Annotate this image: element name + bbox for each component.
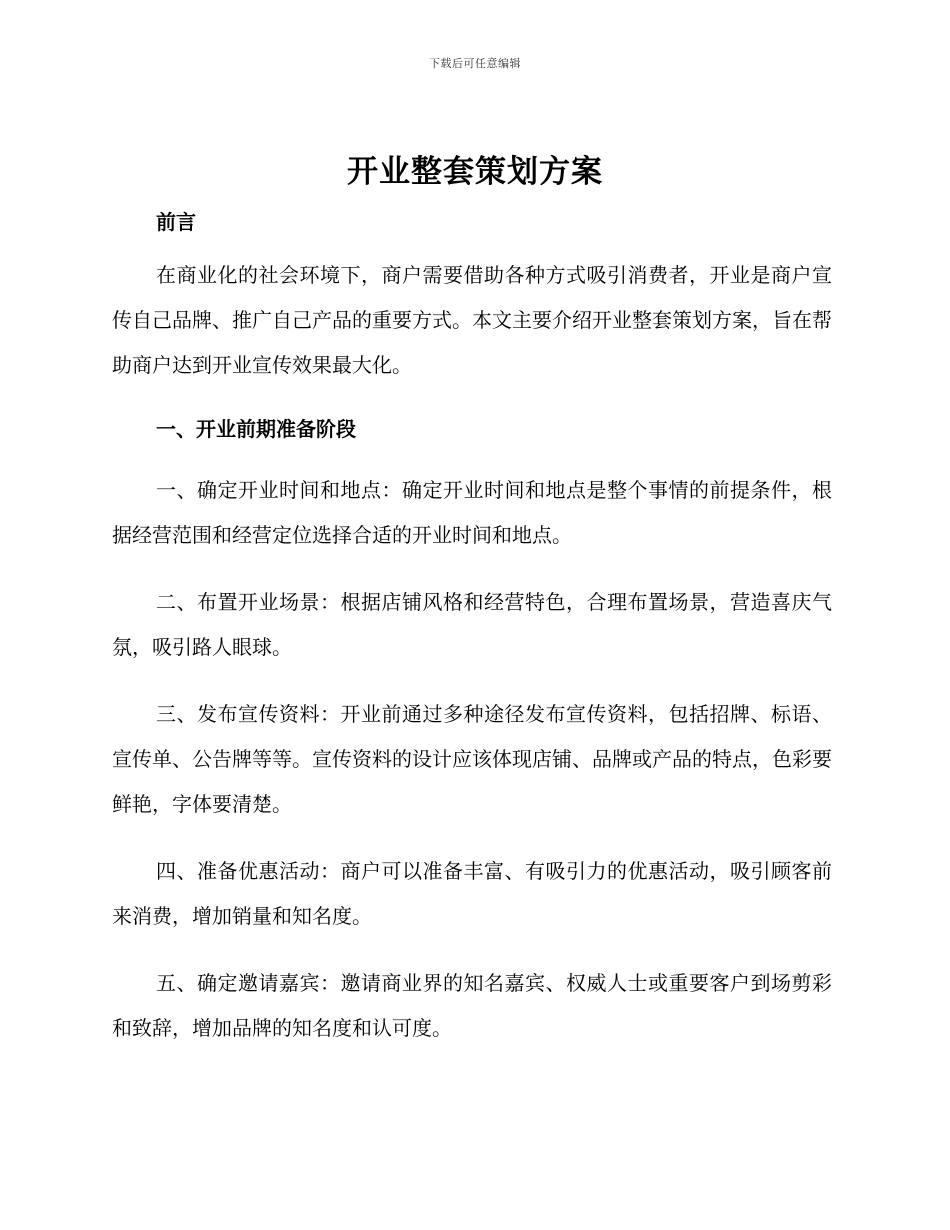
- preface-heading: 前言: [156, 210, 196, 234]
- list-item: 二、布置开业场景：根据店铺风格和经营特色，合理布置场景，营造喜庆气氛，吸引路人眼球。: [112, 590, 832, 659]
- list-item: 三、发布宣传资料：开业前通过多种途径发布宣传资料，包括招牌、标语、宣传单、公告牌等等。宣传资料的设计应该体现店铺、品牌或产品的特点，色彩要鲜艳，字体要清楚。: [112, 702, 832, 816]
- document-title: 开业整套策划方案: [347, 154, 603, 190]
- list-item: 一、确定开业时间和地点：确定开业时间和地点是整个事情的前提条件，根据经营范围和经营定位选择合适的开业时间和地点。: [112, 478, 832, 547]
- preface-paragraph: 在商业化的社会环境下，商户需要借助各种方式吸引消费者，开业是商户宣传自己品牌、推广自己产品的重要方式。本文主要介绍开业整套策划方案，旨在帮助商户达到开业宣传效果最大化。: [112, 263, 832, 377]
- document-body: [112, 205, 832, 1051]
- section-heading: 一、开业前期准备阶段: [156, 417, 356, 441]
- header-note: 下载后可任意编辑: [429, 57, 521, 70]
- list-item: 五、确定邀请嘉宾：邀请商业界的知名嘉宾、权威人士或重要客户到场剪彩和致辞，增加品牌的知名度和认可度。: [112, 971, 832, 1040]
- list-item: 四、准备优惠活动：商户可以准备丰富、有吸引力的优惠活动，吸引顾客前来消费，增加销量和知名度。: [112, 859, 832, 928]
